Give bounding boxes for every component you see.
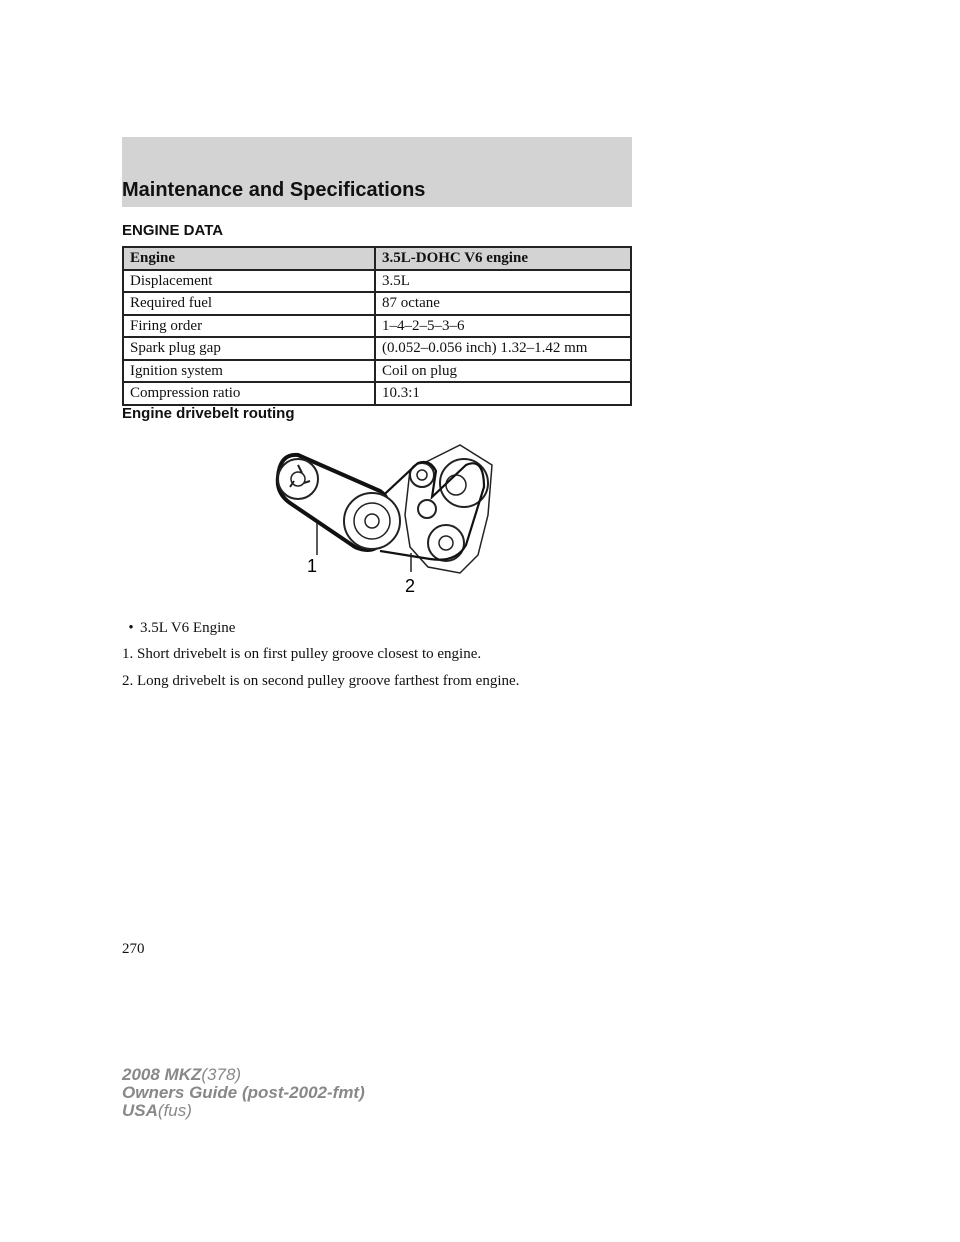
table-row [123,292,631,315]
table-header-cell: Engine [123,247,375,270]
footer-market: USA [122,1101,158,1120]
table-cell: Spark plug gap [123,337,375,360]
table-row [123,337,631,360]
table-cell: Required fuel [123,292,375,315]
table-cell: Firing order [123,315,375,338]
table-row [123,270,631,293]
table-cell: 3.5L [375,270,631,293]
bullet-item [122,620,235,637]
bullet-dot: • [128,620,134,636]
table-cell: Displacement [123,270,375,293]
section-title: ENGINE DATA [122,222,224,239]
table-header-cell: 3.5L-DOHC V6 engine [375,247,631,270]
bullet-text: 3.5L V6 Engine [140,620,236,636]
table-cell: 87 octane [375,292,631,315]
table-cell: 1–4–2–5–3–6 [375,315,631,338]
table-row [123,315,631,338]
table-row [123,360,631,383]
table-cell: Coil on plug [375,360,631,383]
table-cell: Ignition system [123,360,375,383]
routing-note-2: 2. Long drivebelt is on second pulley groove farthest from engine. [122,673,520,689]
tensioner-pulley [418,500,436,518]
table-cell: 10.3:1 [375,382,631,405]
section-header-band [122,137,632,207]
table-cell: (0.052–0.056 inch) 1.32–1.42 mm [375,337,631,360]
routing-note-1: 1. Short drivebelt is on first pulley groove closest to engine. [122,646,482,662]
engine-data-table [122,246,632,406]
section-header-title: Maintenance and Specifications [122,179,426,201]
footer-model-code: (378) [201,1065,242,1084]
footer-market-code: (fus) [157,1101,192,1120]
document-footer [122,1066,365,1120]
footer-model: 2008 MKZ [122,1065,202,1084]
table-cell: Compression ratio [123,382,375,405]
routing-title: Engine drivebelt routing [122,405,295,422]
drivebelt-routing-diagram [260,435,510,605]
callout-1: 1 [307,556,318,576]
callout-2: 2 [405,576,416,596]
footer-guide: Owners Guide (post-2002-fmt) [122,1083,365,1102]
table-header-row [123,247,631,270]
table-row [123,382,631,405]
page-number: 270 [122,941,145,957]
